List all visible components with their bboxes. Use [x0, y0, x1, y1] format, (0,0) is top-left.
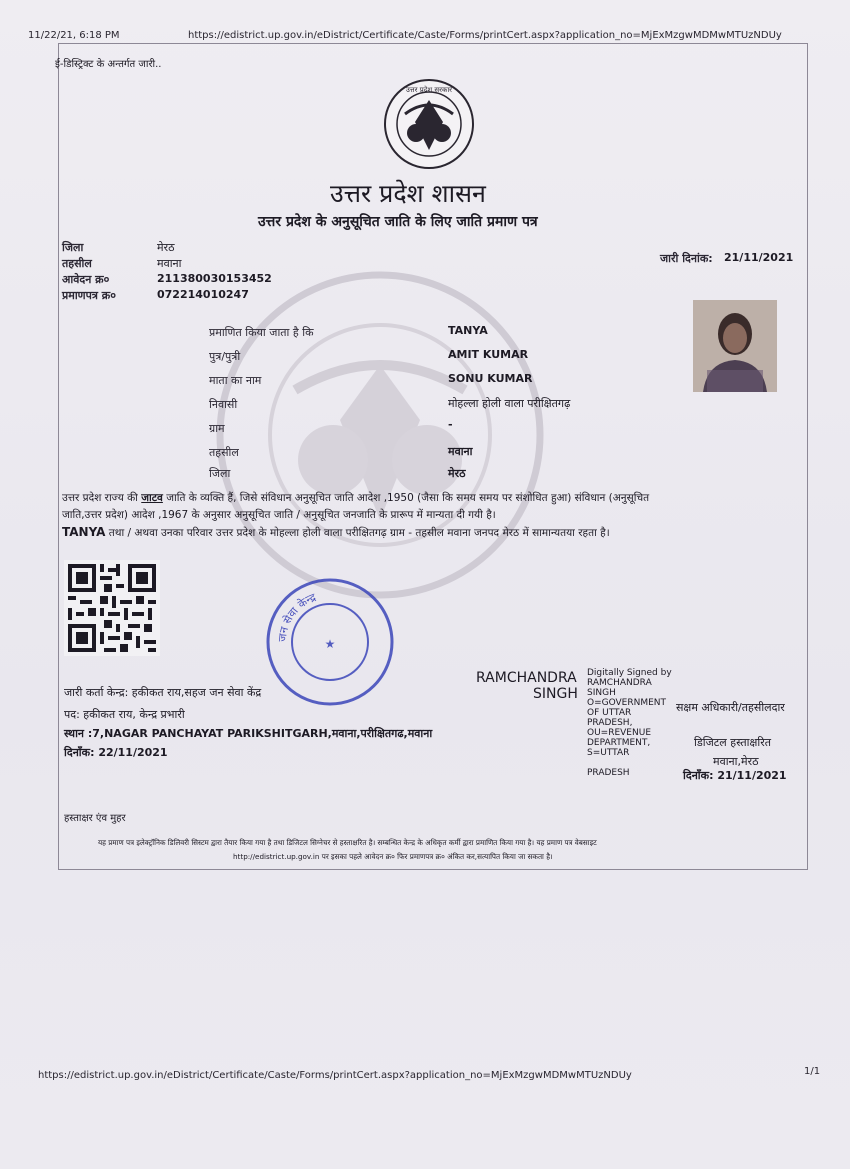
- issuing-place: स्थान :7,NAGAR PANCHAYAT PARIKSHITGARH,मवाना,परीक्षितगढ,मवाना: [64, 727, 433, 740]
- footnote-line1: यह प्रमाण पत्र इलेक्ट्रॉनिक डिलिवरी सिस्टम द्वारा तैयार किया गया है तथा डिजिटल सिग्नेचर से हस्ताक्षरित है। सम्बन्धित केन्द्र के अधिकृत कर्मी द्वारा प्रमाणित किया गया है। यह प्रमाण पत्र वेबसाइट: [98, 838, 597, 847]
- statement-text: जाति,उत्तर प्रदेश) आदेश ,1967 के अनुसार अनुसूचित जाति / अनुसूचित जनजाति के प्रारूप में मान्यता दी गयी है।: [62, 509, 496, 521]
- signature-detail-line: RAMCHANDRA: [587, 678, 652, 688]
- mother-name: SONU KUMAR: [448, 372, 533, 385]
- village-value: -: [448, 418, 453, 431]
- detail-label: पुत्र/पुत्री: [209, 350, 241, 363]
- signature-detail-line: Digitally Signed by: [587, 668, 672, 678]
- svg-text:★: ★: [324, 637, 336, 651]
- detail-label: ग्राम: [209, 422, 225, 435]
- detail-label: निवासी: [209, 398, 238, 411]
- signature-detail-line: S=UTTAR: [587, 748, 630, 758]
- statement-text: जाति के व्यक्ति हैं, जिसे संविधान अनुसूचित जाति आदेश ,1950 (जैसा कि समय समय पर संशोधित हुआ) संविधान (अनुसूचित: [162, 492, 650, 504]
- application-label: आवेदन क्र०: [62, 273, 110, 286]
- signature-detail-line: DEPARTMENT,: [587, 738, 651, 748]
- father-name: AMIT KUMAR: [448, 348, 529, 361]
- issuing-center: जारी कर्ता केन्द्र: हकीकत राय,सहज जन सेवा केंद्र: [64, 686, 262, 699]
- detail-label: माता का नाम: [209, 374, 262, 387]
- signature-detail-line: PRADESH,: [587, 718, 633, 728]
- certificate-number-label: प्रमाणपत्र क्र०: [62, 289, 116, 302]
- signature-detail-line: O=GOVERNMENT: [587, 698, 667, 708]
- statement-text: उत्तर प्रदेश राज्य की: [62, 492, 142, 504]
- issuing-date: दिनाँक: 22/11/2021: [64, 746, 168, 759]
- holder-photo: [693, 300, 777, 392]
- print-datetime: 11/22/21, 6:18 PM: [28, 30, 120, 41]
- application-number: 211380030153452: [157, 272, 272, 285]
- issuing-post: पद: हकीकत राय, केन्द्र प्रभारी: [64, 708, 185, 721]
- district-value: मेरठ: [157, 241, 175, 254]
- signature-detail-line: OF UTTAR: [587, 708, 632, 718]
- stamp-text: जन सेवा केन्द्र: [275, 590, 318, 643]
- statement-holder-name: TANYA: [62, 525, 106, 539]
- signature-detail-line: PRADESH: [587, 768, 630, 778]
- officer-date: दिनाँक: 21/11/2021: [683, 769, 787, 782]
- up-government-emblem-icon: [383, 78, 475, 170]
- sign-seal-label: हस्ताक्षर एंव मुहर: [64, 813, 126, 824]
- detail-label: जिला: [209, 467, 231, 480]
- emblem-text: उत्तर प्रदेश सरकार: [405, 86, 453, 94]
- certificate-title: उत्तर प्रदेश शासन: [330, 179, 486, 208]
- detail-tehsil-value: मवाना: [448, 445, 473, 458]
- digital-signature-block: [587, 668, 672, 778]
- detail-district-value: मेरठ: [448, 467, 466, 480]
- tehsil-label: तहसील: [62, 257, 92, 270]
- certificate-statement: [62, 490, 802, 542]
- residence-value: मोहल्ला होली वाला परीक्षितगढ़: [448, 397, 571, 410]
- issued-under-note: ई-डिस्ट्रिक्ट के अन्तर्गत जारी..: [55, 59, 162, 70]
- page-number: 1/1: [804, 1066, 821, 1077]
- print-url: https://edistrict.up.gov.in/eDistrict/Certificate/Caste/Forms/printCert.aspx?application_no=MjExMzgwMDMwMTUzNDUy: [188, 30, 782, 41]
- statement-text: तथा / अथवा उनका परिवार उत्तर प्रदेश के मोहल्ला होली वाला परीक्षितगढ़ ग्राम - तहसील मवाना जनपद मेरठ में सामान्यतया रहता है।: [105, 527, 610, 539]
- holder-name: TANYA: [448, 324, 488, 337]
- watermark-emblem-icon: [215, 270, 545, 600]
- caste-name: जाटव: [141, 492, 163, 504]
- signature-detail-line: SINGH: [587, 688, 616, 698]
- detail-label: तहसील: [209, 446, 239, 459]
- signature-detail-line: OU=REVENUE: [587, 728, 652, 738]
- certificate-number: 072214010247: [157, 288, 249, 301]
- svg-text:जन सेवा केन्द्र: [276, 591, 318, 643]
- footer-url: https://edistrict.up.gov.in/eDistrict/Certificate/Caste/Forms/printCert.aspx?application_no=MjExMzgwMDMwMTUzNDUy: [38, 1070, 632, 1081]
- district-label: जिला: [62, 241, 84, 254]
- signature-detail-line: [587, 758, 672, 768]
- issue-date-label: जारी दिनांक:: [660, 252, 713, 265]
- tehsil-value: मवाना: [157, 257, 182, 270]
- detail-label: प्रमाणित किया जाता है कि: [209, 326, 314, 339]
- officer-designation: सक्षम अधिकारी/तहसीलदार: [676, 701, 785, 714]
- issue-date-value: 21/11/2021: [724, 251, 794, 264]
- signer-name-line1: RAMCHANDRA: [476, 670, 577, 686]
- jan-seva-kendra-stamp-icon: [264, 576, 396, 708]
- signer-name-line2: SINGH: [533, 686, 578, 702]
- officer-place: मवाना,मेरठ: [713, 755, 759, 768]
- digital-signed-label: डिजिटल हस्ताक्षरित: [694, 736, 771, 749]
- footnote-line2: http://edistrict.up.gov.in पर इसका पहले आवेदन क्र० फिर प्रमाणपत्र क्र० अंकित कर,सत्यापित किया जा सकता है।: [233, 852, 553, 861]
- certificate-subtitle: उत्तर प्रदेश के अनुसूचित जाति के लिए जाति प्रमाण पत्र: [258, 214, 538, 230]
- verification-qr-icon: [64, 560, 160, 656]
